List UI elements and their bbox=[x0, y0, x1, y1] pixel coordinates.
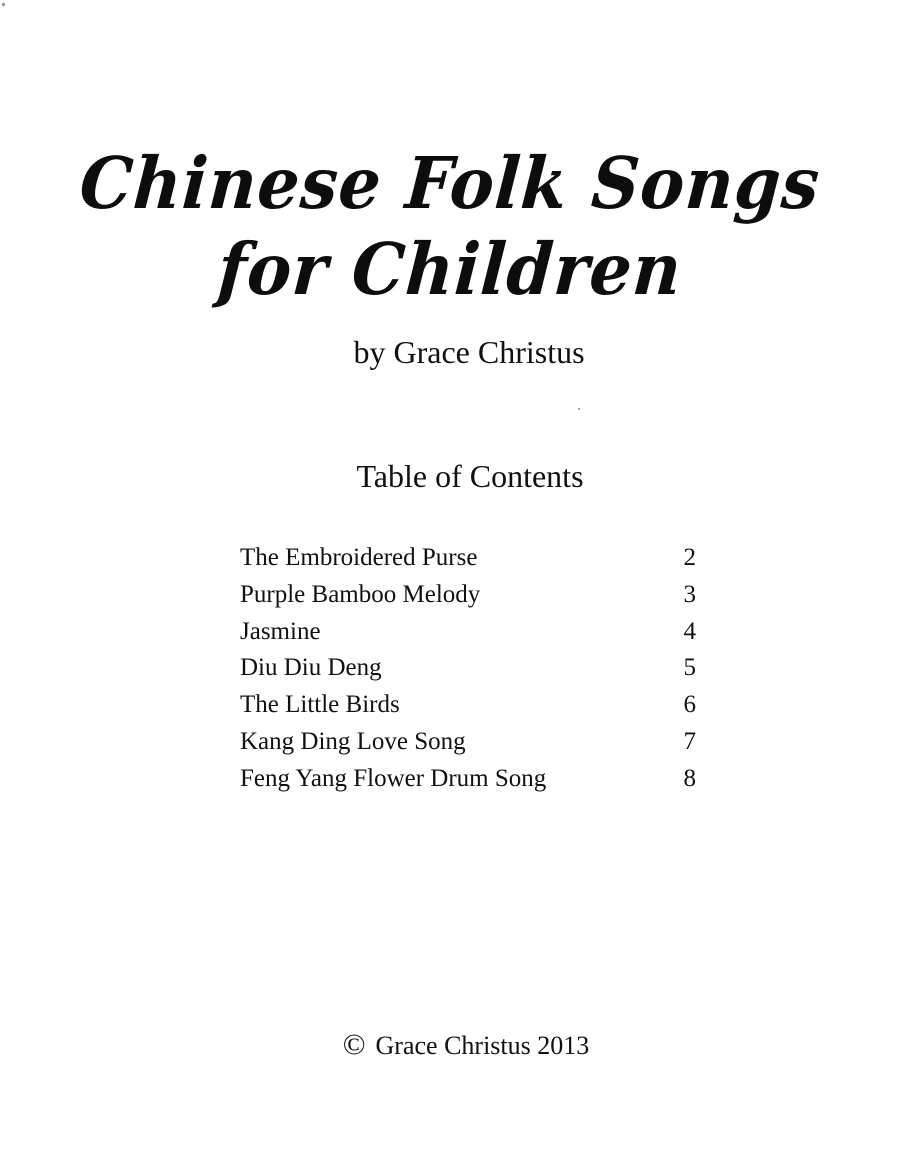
toc-entry-title: The Embroidered Purse bbox=[240, 544, 478, 571]
toc-entry-page: 4 bbox=[683, 617, 696, 645]
toc-entry-page: 6 bbox=[683, 691, 696, 719]
toc-entry-title: Purple Bamboo Melody bbox=[240, 580, 481, 608]
toc-entry bbox=[240, 761, 700, 798]
toc-entry bbox=[240, 540, 700, 577]
toc-entry bbox=[240, 577, 700, 614]
title-line-2: for Children bbox=[215, 226, 685, 312]
toc-entry-title: The Little Birds bbox=[240, 691, 400, 719]
scan-speck bbox=[578, 408, 580, 410]
toc-entry bbox=[240, 724, 700, 761]
toc-entry-page: 8 bbox=[683, 764, 696, 792]
title-line-1: Chinese Folk Songs bbox=[77, 140, 823, 226]
toc-entry-page: 5 bbox=[683, 654, 696, 682]
copyright-notice bbox=[0, 1030, 900, 1060]
copyright-icon: © bbox=[342, 1028, 366, 1061]
toc-heading: Table of Contents bbox=[356, 458, 584, 494]
toc-entry bbox=[240, 687, 700, 724]
toc-entry-title: Diu Diu Deng bbox=[240, 654, 382, 682]
toc-entry-page: 2 bbox=[683, 544, 696, 571]
toc-entry-title: Jasmine bbox=[240, 617, 321, 645]
copyright-text: Grace Christus 2013 bbox=[375, 1031, 590, 1060]
toc-entry-page: 7 bbox=[683, 727, 696, 755]
author-byline: by Grace Christus bbox=[353, 334, 585, 370]
toc-entry bbox=[240, 614, 700, 651]
toc-entry-title: Kang Ding Love Song bbox=[240, 727, 466, 755]
scan-speck bbox=[2, 3, 5, 6]
toc-entry-title: Feng Yang Flower Drum Song bbox=[240, 764, 547, 792]
toc-entry-page: 3 bbox=[683, 580, 696, 608]
table-of-contents bbox=[240, 540, 700, 798]
toc-entry bbox=[240, 650, 700, 687]
